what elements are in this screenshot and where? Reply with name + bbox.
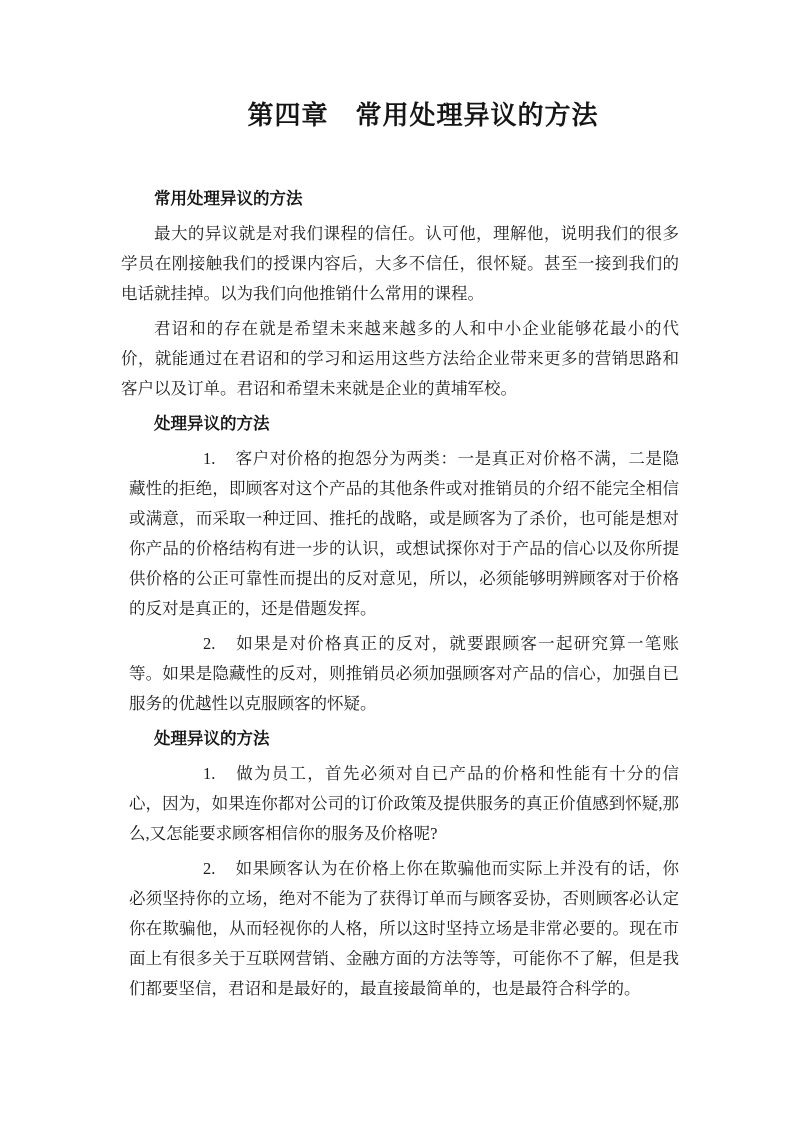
numbered-item [129,629,679,719]
section-heading: 处理异议的方法 [154,414,270,433]
section-heading: 常用处理异议的方法 [154,189,303,208]
item-text: 如果顾客认为在价格上你在欺骗他而实际上并没有的话，你必须坚持你的立场，绝对不能为了获得订单而与顾客妥协，否则顾客必认定你在欺骗他，从而轻视你的人格，所以这时坚持立场是非常必要的。现在市面上有很多关于互联网营销、金融方面的方法等等，可能你不了解，但是我们都要坚信，君诏和是最好的，最直接最简单的，也是最符合科学的。 [129,859,679,998]
numbered-item [129,759,679,849]
numbered-item [129,854,679,1004]
chapter-title: 第四章 常用处理异议的方法 [247,101,599,130]
item-text: 客户对价格的抱怨分为两类：一是真正对价格不满，二是隐藏性的拒绝，即顾客对这个产品的其他条件或对推销员的介绍不能完全相信或满意，而采取一种迂回、推托的战略，或是顾客为了杀价，也可能是想对你产品的价格结构有进一步的认识，或想试探你对于产品的信心以及你所提供价格的公正可靠性而提出的反对意见，所以，必须能够明辨顾客对于价格的反对是真正的，还是借题发挥。 [129,449,679,618]
item-number: 2. [203,859,216,878]
paragraph: 君诏和的存在就是希望未来越来越多的人和中小企业能够花最小的代价，就能通过在君诏和的学习和运用这些方法给企业带来更多的营销思路和客户以及订单。君诏和希望未来就是企业的黄埔军校。 [121,319,679,398]
item-text: 做为员工，首先必须对自已产品的价格和性能有十分的信心，因为，如果连你都对公司的订价政策及提供服务的真正价值感到怀疑,那么,又怎能要求顾客相信你的服务及价格呢? [129,764,679,843]
document-body [121,184,679,1004]
section-heading: 处理异议的方法 [154,729,270,748]
item-number: 1. [203,449,216,468]
item-number: 1. [203,764,216,783]
item-text: 如果是对价格真正的反对，就要跟顾客一起研究算一笔账等。如果是隐藏性的反对，则推销员必须加强顾客对产品的信心，加强自已服务的优越性以克服顾客的怀疑。 [129,634,679,713]
item-number: 2. [203,634,216,653]
numbered-item [129,444,679,624]
paragraph: 最大的异议就是对我们课程的信任。认可他，理解他，说明我们的很多学员在刚接触我们的授课内容后，大多不信任，很怀疑。甚至一接到我们的电话就挂掉。以为我们向他推销什么常用的课程。 [121,224,679,303]
